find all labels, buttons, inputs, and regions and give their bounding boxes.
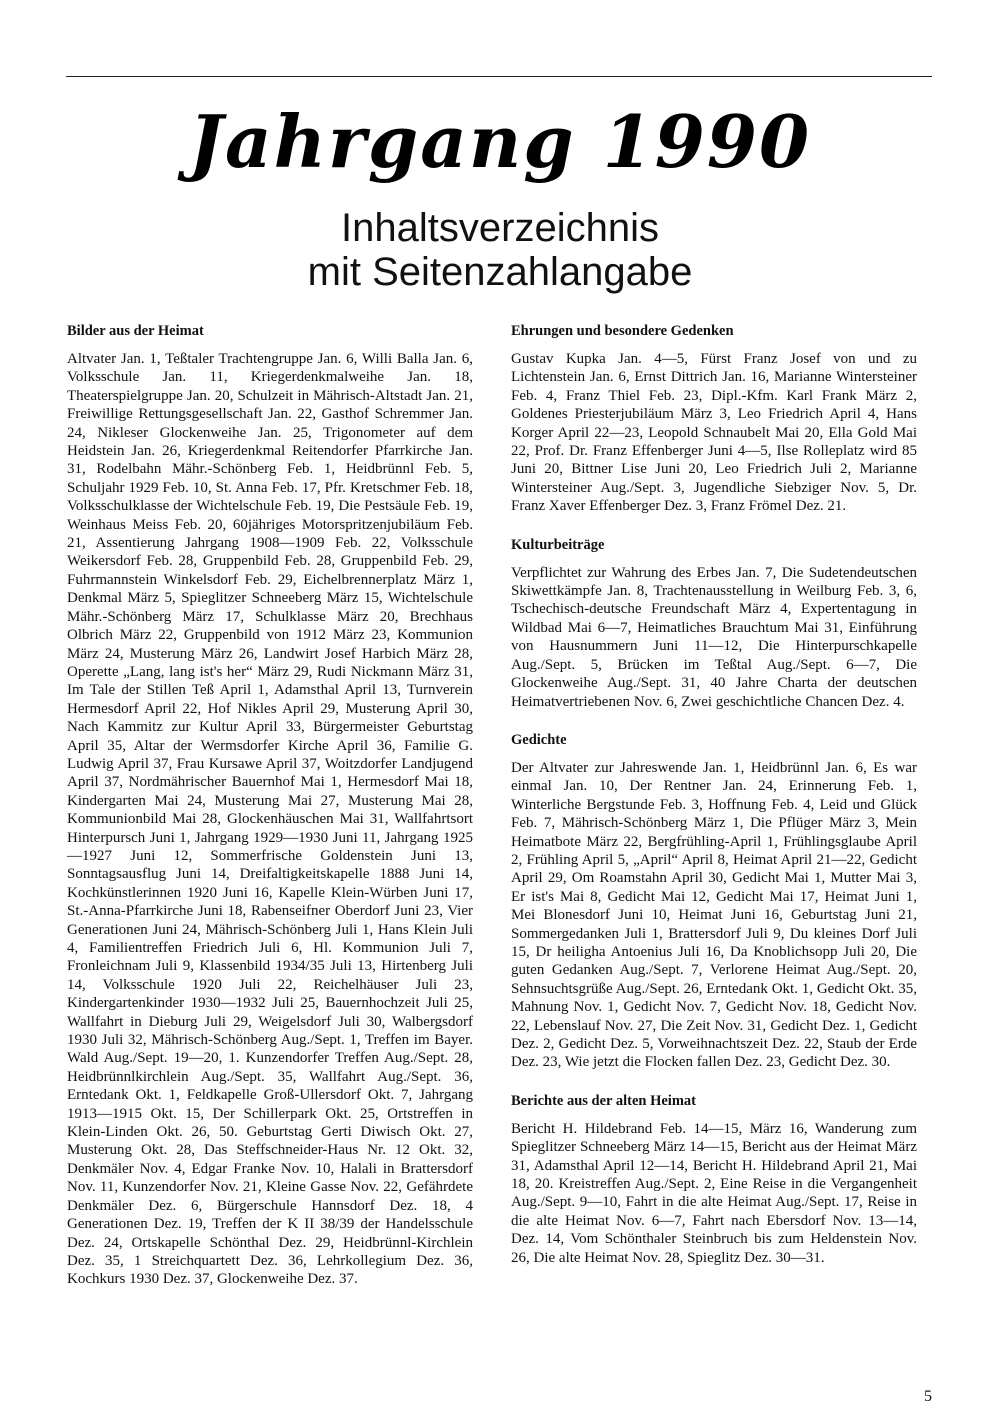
- right-column: [511, 322, 917, 1287]
- section-heading: Berichte aus der alten Heimat: [511, 1092, 696, 1109]
- section-text: Gustav Kupka Jan. 4—5, Fürst Franz Josef von und zu Lichtenstein Jan. 6, Ernst Dittrich Jan. 16, Marianne Wintersteiner Feb. 4, Franz Thiel Feb. 23, Dipl.-Kfm. Karl Frank März 2, Goldenes Priesterjubiläum März 3, Leo Friedrich April 4, Hans Korger April 22—23, Leopold Schnaubelt Mai 20, Ella Gold Mai 22, Prof. Dr. Franz Effenberger Juni 4—5, Ilse Rolleplatz wird 85 Juni 20, Bittner Lise Juni 20, Leo Friedrich Juli 2, Marianne Wintersteiner Aug./Sept. 3, Jugendliche Siebziger Nov. 5, Dr. Franz Xaver Effenberger Dez. 3, Franz Frömel Dez. 21.: [511, 351, 917, 515]
- section-berichte: [511, 1092, 917, 1267]
- page-number: 5: [924, 1388, 932, 1405]
- left-column: [67, 322, 473, 1309]
- section-heading: Bilder aus der Heimat: [67, 323, 204, 339]
- page-title: Jahrgang 1990: [188, 99, 812, 184]
- section-heading: Ehrungen und besondere Gedenken: [511, 323, 734, 339]
- section-ehrungen: [511, 322, 917, 516]
- section-text: Bericht H. Hildebrand Feb. 14—15, März 16, Wanderung zum Spieglitzer Schneeberg März 14—15, Bericht aus der Heimat März 31, Adamsthal April 12—14, Bericht H. Hildebrand April 21, Mai 18, 20. Kreistreffen Aug./Sept. 2, Eine Reise in die Vergangenheit Aug./Sept. 9—10, Fahrt in die alte Heimat Aug./Sept. 17, Reise in die alte Heimat Nov. 6—7, Fahrt nach Ebersdorf Nov. 13—14, Dez. 14, Vom Schönthaler Steinbruch bis zum Heldenstein Nov. 26, Die alte Heimat Nov. 28, Spieglitz Dez. 30—31.: [511, 1120, 917, 1266]
- section-gedichte: [511, 731, 917, 1072]
- subtitle-line-2: mit Seitenzahlangabe: [307, 250, 693, 294]
- page-subtitle: [0, 206, 1000, 294]
- section-text: Altvater Jan. 1, Teßtaler Trachtengruppe Jan. 6, Willi Balla Jan. 6, Volksschule Jan. 11, Kriegerdenkmalweihe Jan. 18, Theaterspielgruppe Jan. 20, Schulzeit in Mährisch-Altstadt Jan. 21, Freiwillige Rettungsgesellschaft Jan. 22, Gasthof Schremmer Jan. 24, Nikleser Glockenweihe Jan. 25, Trigonometer auf dem Heidstein Jan. 26, Kriegerdenkmal Reitendorfer Pfarrkirche Jan. 31, Rodelbahn Mähr.-Schönberg Feb. 1, Heidbrünnl Feb. 5, Schuljahr 1929 Feb. 10, St. Anna Feb. 17, Pfr. Kretschmer Feb. 18, Volksschulklasse der Wichtelschule Feb. 19, Die Pestsäule Feb. 19, Weinhaus Meiss Feb. 20, 60jähriges Motorspritzenjubiläum Feb. 21, Assentierung Jahrgang 1908—1909 Feb. 22, Volksschule Weikersdorf Feb. 28, Gruppenbild Feb. 28, Gruppenbild Feb. 29, Fuhrmannstein Winkelsdorf Feb. 29, Eichelbrennerplatz März 1, Denkmal März 5, Spieglitzer Schneeberg März 15, Wichtelschule Mähr.-Schönberg März 17, Schulklasse März 20, Brechhaus Olbrich März 22, Gruppenbild von 1912 März 23, Kommunion März 24, Musterung März 26, Landwirt Josef Harbich März 28, Operette „Lang, lang ist's her“ März 29, Rudi Nickmann März 31, Im Tale der Stillen Teß April 1, Adamsthal April 13, Turnverein Hermesdorf April 22, Hof Nikles April 29, Musterung April 30, Nach Kammitz zur Kultur April 33, Bürgermeister Geburtstag April 35, Altar der Wermsdorfer Kirche April 36, Familie G. Ludwig April 37, Frau Kursawe April 37, Woitzdorfer Landjugend April 37, Nordmährischer Bauernhof Mai 1, Hermesdorf Mai 18, Kindergarten Mai 24, Musterung Mai 27, Musterung Mai 28, Kommunionbild Mai 28, Glockenhäuschen Mai 31, Wallfahrtsort Hinterpursch Juni 1, Jahrgang 1929—1930 Juni 11, Jahrgang 1925—1927 Juni 12, Sommerfrische Goldenstein Juni 13, Sonntagsausflug Juni 14, Dreifaltigkeitskapelle 1888 Juni 14, Kochkünstlerinnen 1920 Juni 16, Kapelle Klein-Würben Juni 17, St.-Anna-Pfarrkirche Juni 18, Rabenseifner Oberdorf Juni 23, Vier Generationen Juni 24, Mährisch-Schönberg Juli 1, Hans Klein Juli 4, Familientreffen Friedrich Juli 6, Hl. Kommunion Juli 7, Fronleichnam Juli 9, Klassenbild 1934/35 Juli 13, Hirtenberg Juli 14, Volksschule 1920 Juli 22, Reichelhäuser Juli 23, Kindergartenkinder 1930—1932 Juli 25, Bauernhochzeit Juli 25, Wallfahrt in Dieburg Juli 29, Weigelsdorf Juli 30, Walbergsdorf 1930 Juli 32, Mährisch-Schönberg Aug./Sept. 1, Treffen im Bayer. Wald Aug./Sept. 19—20, 1. Kunzendorfer Treffen Aug./Sept. 28, Heidbrünnlkirchlein Aug./Sept. 35, Wallfahrt Aug./Sept. 36, Erntedank Okt. 1, Feldkapelle Groß-Ullersdorf Okt. 7, Jahrgang 1913—1915 Okt. 15, Der Schillerpark Okt. 25, Ortstreffen in Klein-Linden Okt. 26, 50. Geburtstag Gerti Diwisch Okt. 27, Musterung Okt. 28, Das Steffschneider-Haus Nr. 12 Okt. 32, Denkmäler Nov. 4, Edgar Franke Nov. 10, Halali in Brattersdorf Nov. 11, Kunzendorfer Nov. 21, Kleine Gasse Nov. 22, Gefährdete Denkmäler Dez. 6, Bürgerschule Hannsdorf Dez. 18, 4 Generationen Dez. 19, Treffen der K II 38/39 der Handelsschule Dez. 24, Ortskapelle Schönthal Dez. 29, Heidbrünnl-Kirchlein Dez. 35, 1 Streichquartett Dez. 36, Lehrkollegium Dez. 36, Kochkurs 1930 Dez. 37, Glockenweihe Dez. 37.: [67, 351, 473, 1288]
- section-heading: Kulturbeiträge: [511, 536, 605, 553]
- section-heading: Gedichte: [511, 731, 567, 748]
- top-rule: [66, 76, 932, 77]
- subtitle-line-1: Inhaltsverzeichnis: [341, 206, 659, 250]
- section-bilder: [67, 322, 473, 1289]
- section-text: Verpflichtet zur Wahrung des Erbes Jan. 7, Die Sudetendeutschen Skiwettkämpfe Jan. 8, Trachtenausstellung in Weilburg Feb. 3, 6, Tschechisch-deutsche Freundschaft März 4, Expertentagung in Wildbad Mai 6—7, Heimatliches Brauchtum Mai 31, Einführung von Hausnummern Juni 11—12, Die Hinterpurschkapelle Aug./Sept. 5, Brücken im Teßtal Aug./Sept. 6—7, Die Glockenweihe Aug./Sept. 31, 40 Jahre Charta der deutschen Heimatvertriebenen Nov. 6, Zwei geschichtliche Chancen Dez. 4.: [511, 564, 917, 710]
- section-text: Der Altvater zur Jahreswende Jan. 1, Heidbrünnl Jan. 6, Es war einmal Jan. 10, Der Rentner Jan. 24, Erinnerung Feb. 1, Winterliche Bergstunde Feb. 3, Hoffnung Feb. 4, Leid und Glück Feb. 7, Mährisch-Schönberg März 1, Die Pflüger März 3, Mein Heimatbote März 22, Bergfrühling-April 1, Frühlingsglaube April 2, Frühling April 5, „April“ April 8, Heimat April 21—22, Gedicht April 29, Om Roamstahn April 30, Gedicht Mai 1, Mutter Mai 3, Er ist's Mai 8, Gedicht Mai 12, Gedicht Mai 17, Heimat Juni 1, Mei Blonesdorf Juni 10, Heimat Juni 16, Geburtstag Juni 21, Sommergedanken Juli 1, Brattersdorf Juli 9, Du kleines Dorf Juli 15, Dr heiligha Antoenius Juli 16, Da Knoblichsopp Juli 20, Die guten Gedanken Aug./Sept. 7, Verlorene Heimat Aug./Sept. 20, Sehnsuchtsgrüße Aug./Sept. 26, Erntedank Okt. 1, Gedicht Okt. 35, Mahnung Nov. 1, Gedicht Nov. 7, Gedicht Nov. 18, Gedicht Nov. 22, Lebenslauf Nov. 27, Die Zeit Nov. 31, Gedicht Dez. 1, Gedicht Dez. 2, Gedicht Dez. 5, Vorweihnachtszeit Dez. 22, Staub der Erde Dez. 23, Wie jetzt die Flocken fallen Dez. 23, Gedicht Dez. 30.: [511, 759, 917, 1071]
- section-kultur: [511, 536, 917, 711]
